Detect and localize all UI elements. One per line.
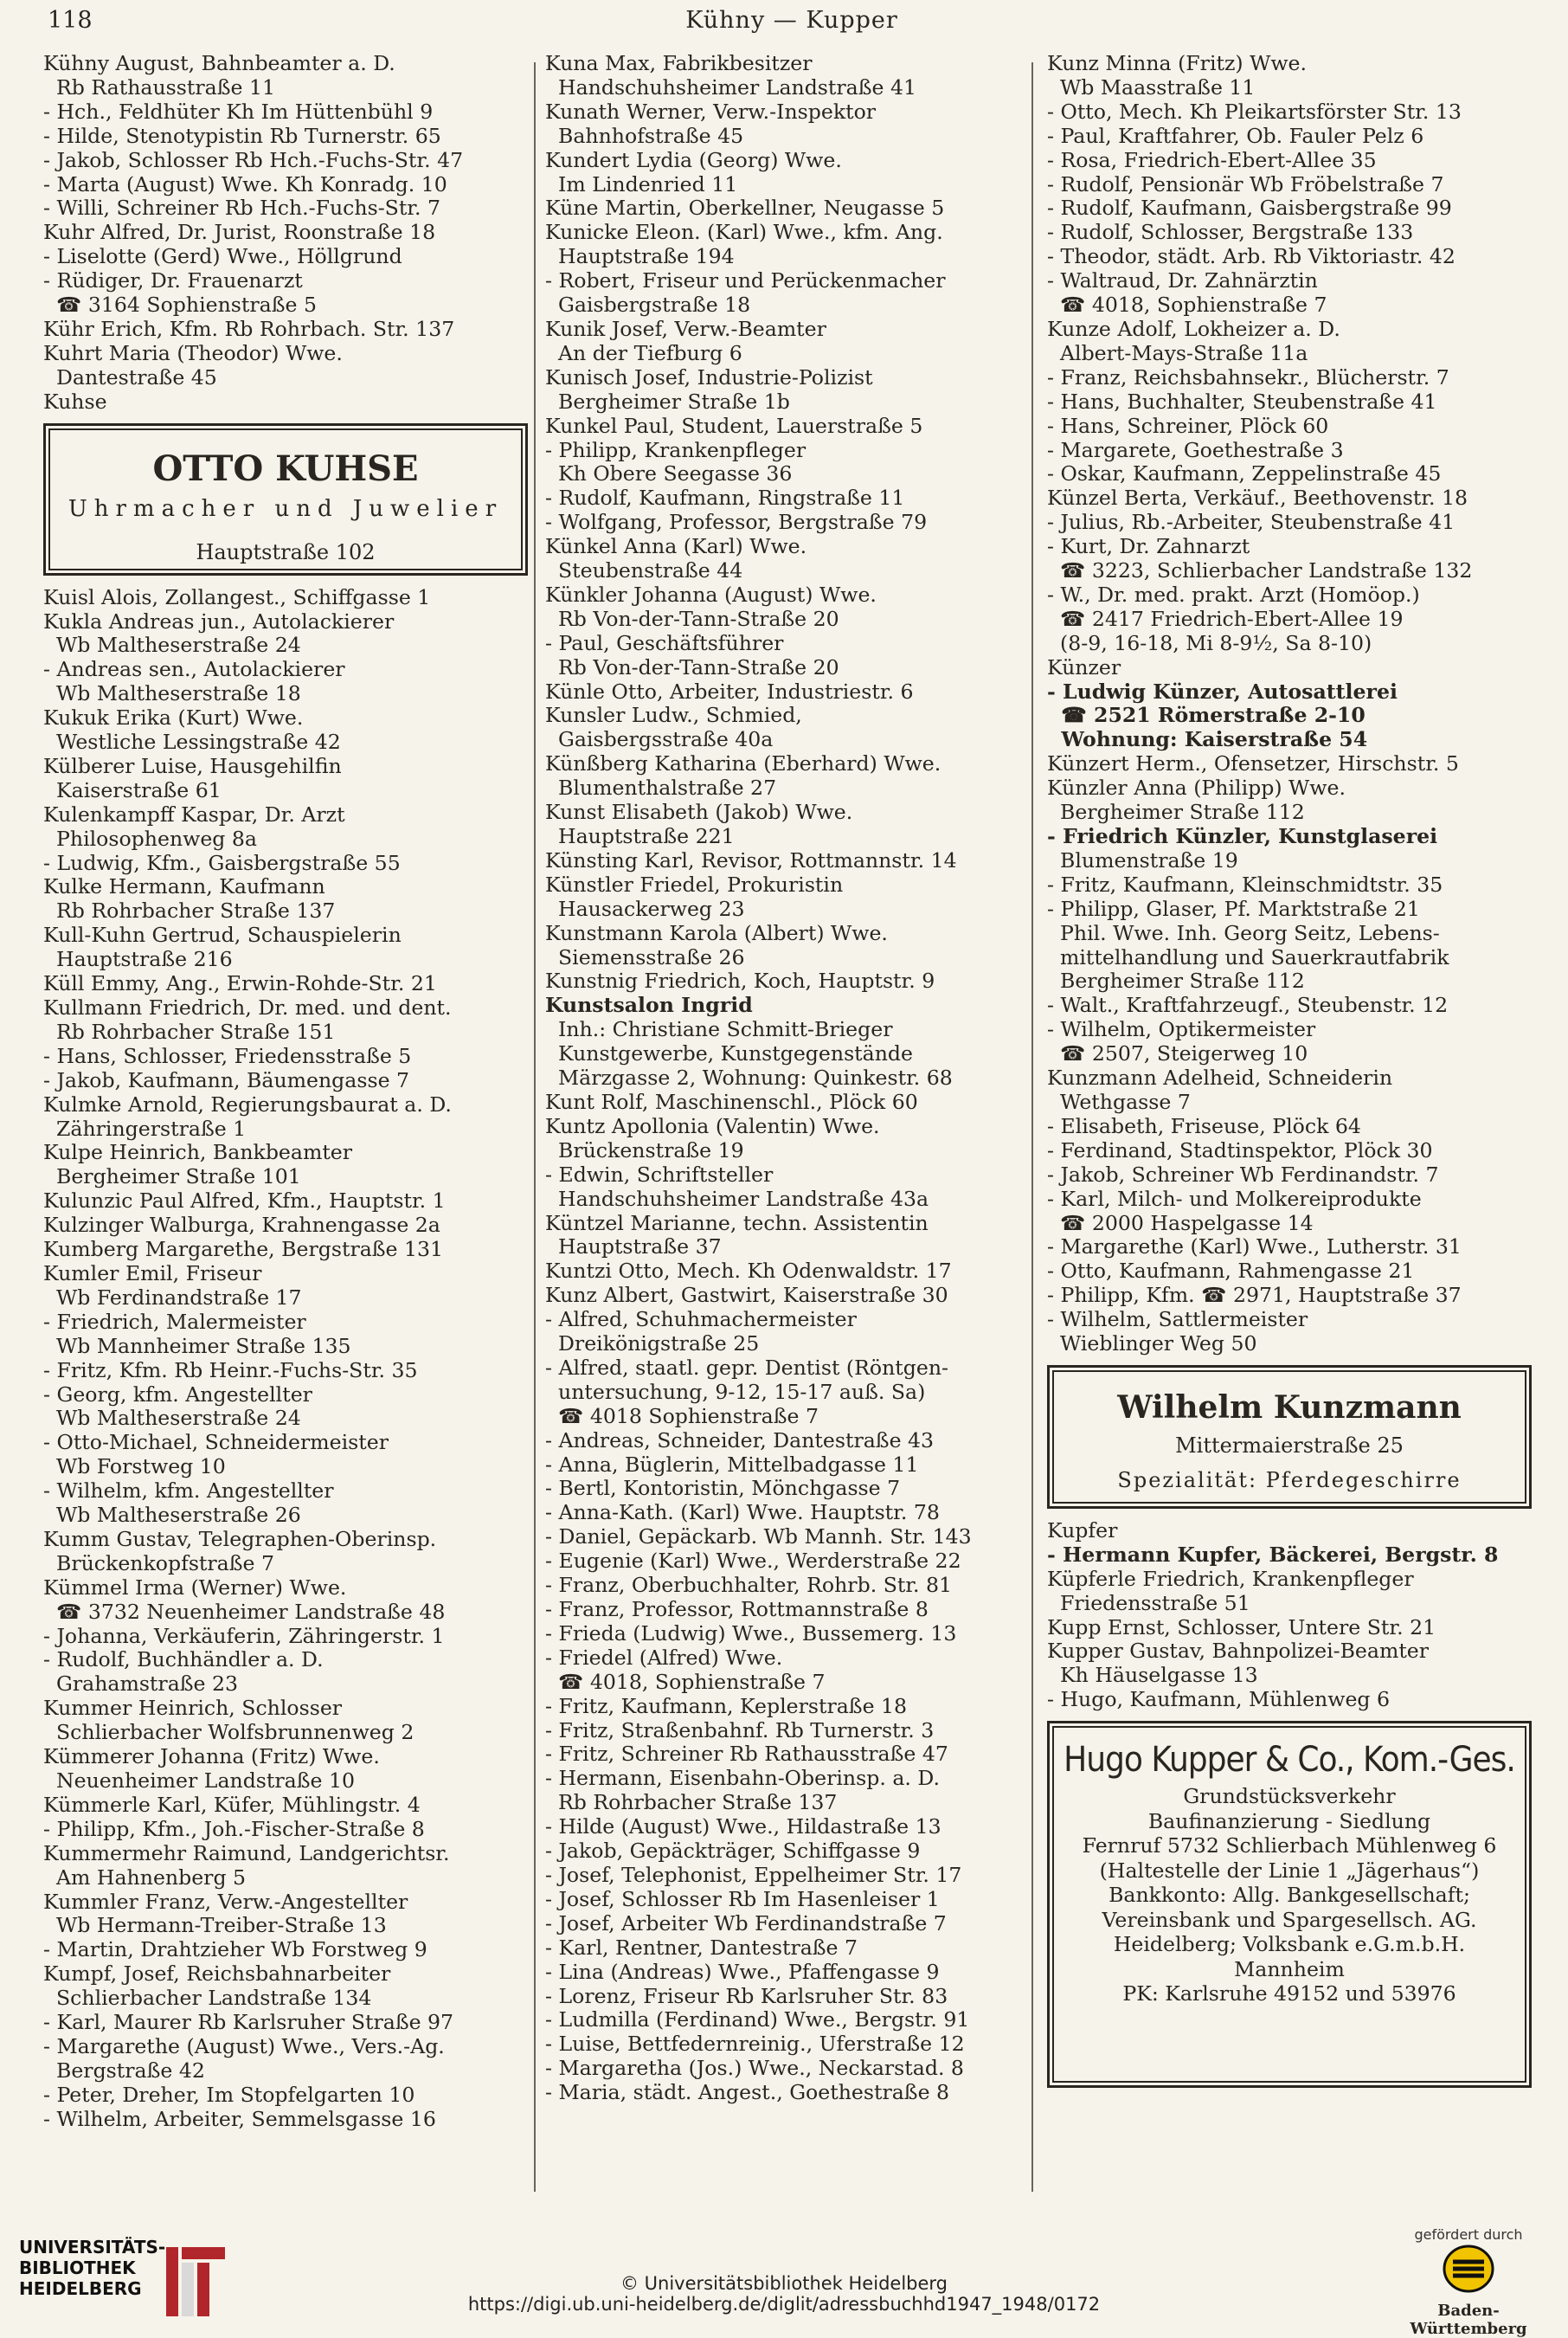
directory-entry: - Rudolf, Kaufmann, Gaisbergstraße 99 [1047,196,1452,221]
directory-entry: Schlierbacher Wolfsbrunnenweg 2 [43,1721,414,1745]
directory-entry: ☎ 3732 Neuenheimer Landstraße 48 [43,1600,446,1624]
directory-entry: Bahnhofstraße 45 [545,124,744,148]
directory-entry: ☎ 2521 Römerstraße 2-10 [1047,704,1366,728]
directory-entry: Kuhrt Maria (Theodor) Wwe. [43,341,343,365]
directory-entry: Kümmel Irma (Werner) Wwe. [43,1575,347,1600]
directory-entry: - Oskar, Kaufmann, Zeppelinstraße 45 [1047,462,1442,486]
directory-entry: ☎ 4018, Sophienstraße 7 [1047,293,1327,318]
directory-entry: Kümmerer Johanna (Fritz) Wwe. [43,1745,380,1769]
ad-address: Mittermaierstraße 25 [1175,1433,1404,1458]
directory-entry: untersuchung, 9-12, 15-17 auß. Sa) [545,1380,926,1404]
directory-entry: Rb Von-der-Tann-Straße 20 [545,655,839,680]
directory-entry: Kunst Elisabeth (Jakob) Wwe. [545,801,853,825]
directory-entry: - Willi, Schreiner Rb Hch.-Fuchs-Str. 7 [43,196,441,221]
directory-entry: - Fritz, Kfm. Rb Heinr.-Fuchs-Str. 35 [43,1358,418,1382]
directory-entry: Phil. Wwe. Inh. Georg Seitz, Lebens- [1047,921,1440,945]
directory-entry: Rb Rohrbacher Straße 137 [43,899,336,924]
directory-entry: Am Hahnenberg 5 [43,1865,247,1890]
directory-entry: - Hermann, Eisenbahn-Oberinsp. a. D. [545,1767,940,1791]
directory-entry: Küll Emmy, Ang., Erwin-Rohde-Str. 21 [43,972,437,996]
directory-entry: Kunstnig Friedrich, Koch, Hauptstr. 9 [545,969,935,994]
directory-entry: - Karl, Milch- und Molkereiprodukte [1047,1187,1422,1211]
library-name-line: HEIDELBERG [19,2278,142,2299]
ad-line: Mannheim [1234,1956,1345,1981]
page-header [48,7,1536,42]
directory-entry: Kullmann Friedrich, Dr. med. und dent. [43,996,452,1020]
directory-entry: - Elisabeth, Friseuse, Plöck 64 [1047,1114,1361,1138]
directory-entry: Kunstsalon Ingrid [545,994,753,1018]
directory-entry: Dreikönigstraße 25 [545,1332,760,1356]
directory-entry: Künzler Anna (Philipp) Wwe. [1047,776,1346,801]
directory-entry: Wb Maltheserstraße 24 [43,1407,301,1431]
directory-entry: Kunik Josef, Verw.-Beamter [545,317,826,341]
directory-entry: - Hugo, Kaufmann, Mühlenweg 6 [1047,1688,1391,1712]
directory-entry: - Walt., Kraftfahrzeugf., Steubenstr. 12 [1047,994,1449,1018]
directory-entry: Wb Maltheserstraße 18 [43,682,301,706]
directory-entry: - Margarethe (August) Wwe., Vers.-Ag. [43,2034,445,2058]
directory-entry: - Liselotte (Gerd) Wwe., Höllgrund [43,245,402,269]
directory-entry: Künzer [1047,655,1121,680]
directory-entry: - Marta (August) Wwe. Kh Konradg. 10 [43,172,447,196]
directory-entry: Blumenthalstraße 27 [545,776,777,801]
directory-entry: Wb Mannheimer Straße 135 [43,1334,351,1358]
directory-entry: Kupp Ernst, Schlosser, Untere Str. 21 [1047,1615,1436,1639]
directory-entry: Kh Obere Seegasse 36 [545,462,793,486]
directory-entry: - Margaretha (Jos.) Wwe., Neckarstad. 8 [545,2057,964,2081]
directory-entry: Külberer Luise, Hausgehilfin [43,754,342,778]
directory-entry: Kumler Emil, Friseur [43,1261,262,1285]
directory-entry: Kulmke Arnold, Regierungsbaurat a. D. [43,1092,452,1117]
directory-entry: - Ludwig, Kfm., Gaisbergstraße 55 [43,851,401,875]
directory-entry: - Jakob, Schlosser Rb Hch.-Fuchs-Str. 47 [43,148,464,172]
directory-entry: Küne Martin, Oberkellner, Neugasse 5 [545,196,945,221]
directory-entry: Kuhse [43,390,107,414]
directory-entry: Künkler Johanna (August) Wwe. [545,583,877,607]
directory-entry: - Anna, Büglerin, Mittelbadgasse 11 [545,1452,919,1477]
directory-entry: ☎ 2507, Steigerweg 10 [1047,1042,1308,1066]
directory-entry: Grahamstraße 23 [43,1672,239,1697]
directory-entry: Kuhr Alfred, Dr. Jurist, Roonstraße 18 [43,221,436,245]
directory-entry: ☎ 2000 Haspelgasse 14 [1047,1211,1314,1235]
directory-entry: Kumm Gustav, Telegraphen-Oberinsp. [43,1527,437,1551]
directory-entry: Bergheimer Straße 1b [545,390,790,414]
directory-entry: Künzel Berta, Verkäuf., Beethovenstr. 18 [1047,486,1468,511]
directory-entry: Albert-Mays-Straße 11a [1047,341,1308,365]
directory-entry: - Hch., Feldhüter Kh Im Hüttenbühl 9 [43,100,434,124]
directory-entry: - Franz, Oberbuchhalter, Rohrb. Str. 81 [545,1574,953,1598]
directory-entry: - Alfred, staatl. gepr. Dentist (Röntgen- [545,1356,949,1380]
ad-line: (Haltestelle der Linie 1 „Jägerhaus“) [1099,1858,1480,1883]
directory-entry: - Daniel, Gepäckarb. Wb Mannh. Str. 143 [545,1525,972,1549]
directory-entry: - Theodor, städt. Arb. Rb Viktoriastr. 42 [1047,245,1456,269]
directory-entry: - Ludmilla (Ferdinand) Wwe., Bergstr. 91 [545,2008,970,2032]
directory-entry: - Jakob, Gepäckträger, Schiffgasse 9 [545,1839,921,1864]
directory-entry: - Peter, Dreher, Im Stopfelgarten 10 [43,2083,415,2107]
ad-otto-kuhse [43,423,528,576]
directory-entry: An der Tiefburg 6 [545,341,742,365]
ad-name: Wilhelm Kunzmann [1117,1388,1462,1426]
directory-entry: - Otto, Mech. Kh Pleikartsförster Str. 13 [1047,100,1462,124]
directory-entry: Kummer Heinrich, Schlosser [43,1697,343,1721]
directory-entry: Wohnung: Kaiserstraße 54 [1047,728,1368,752]
directory-entry: - Fritz, Kaufmann, Kleinschmidtstr. 35 [1047,873,1443,897]
directory-entry: - Jakob, Kaufmann, Bäumengasse 7 [43,1068,410,1092]
directory-entry: Brückenkopfstraße 7 [43,1551,274,1575]
directory-entry: - Waltraud, Dr. Zahnärztin [1047,269,1318,293]
directory-entry: - Lorenz, Friseur Rb Karlsruher Str. 83 [545,1984,948,2008]
directory-entry: Kumpf, Josef, Reichsbahnarbeiter [43,1962,391,1987]
directory-entry: Kuntzi Otto, Mech. Kh Odenwaldstr. 17 [545,1259,952,1284]
directory-entry: Küntzel Marianne, techn. Assistentin [545,1211,929,1235]
directory-entry: - Maria, städt. Angest., Goethestraße 8 [545,2081,950,2105]
directory-entry: Kunisch Josef, Industrie-Polizist [545,365,873,390]
directory-entry: - Franz, Professor, Rottmannstraße 8 [545,1598,929,1621]
directory-entry: Kunstmann Karola (Albert) Wwe. [545,921,888,945]
directory-entry: Hauptstraße 221 [545,825,735,848]
directory-entry: - Paul, Kraftfahrer, Ob. Fauler Pelz 6 [1047,124,1424,148]
ad-line: Fernruf 5732 Schlierbach Mühlenweg 6 [1082,1833,1497,1858]
funding-logo[interactable] [1386,2226,1551,2338]
directory-entry: Wb Maasstraße 11 [1047,75,1256,100]
directory-entry: Wb Hermann-Treiber-Straße 13 [43,1914,387,1938]
directory-entry: Kulunzic Paul Alfred, Kfm., Hauptstr. 1 [43,1189,446,1214]
directory-entry: - Rudolf, Pensionär Wb Fröbelstraße 7 [1047,172,1444,196]
directory-entry: Kuisl Alois, Zollangest., Schiffgasse 1 [43,585,431,609]
directory-entry: Kh Häuselgasse 13 [1047,1664,1258,1688]
directory-entry: ☎ 4018 Sophienstraße 7 [545,1404,819,1428]
directory-entry: - Rudolf, Schlosser, Bergstraße 133 [1047,221,1414,245]
directory-entry: ☎ 3223, Schlierbacher Landstraße 132 [1047,559,1473,583]
directory-entry: - Josef, Schlosser Rb Im Hasenleiser 1 [545,1887,940,1911]
directory-entry: Kunsler Ludw., Schmied, [545,704,802,728]
running-head: Kühny — Kupper [685,7,898,34]
ad-hugo-kupper [1047,1721,1532,2088]
directory-entry: - Margarethe (Karl) Wwe., Lutherstr. 31 [1047,1235,1462,1259]
directory-entry: Zähringerstraße 1 [43,1117,247,1141]
directory-entry: - Hermann Kupfer, Bäckerei, Bergstr. 8 [1047,1543,1499,1567]
directory-entry: - Eugenie (Karl) Wwe., Werderstraße 22 [545,1549,961,1574]
directory-entry: - Robert, Friseur und Perückenmacher [545,269,946,293]
directory-entry: Wb Forstweg 10 [43,1455,226,1479]
directory-entry: Künsting Karl, Revisor, Rottmannstr. 14 [545,848,957,873]
directory-entry: - Wolfgang, Professor, Bergstraße 79 [545,511,928,535]
directory-entry: Wb Maltheserstraße 26 [43,1504,301,1528]
directory-entry: - Hans, Schlosser, Friedensstraße 5 [43,1044,412,1068]
ad-line: Vereinsbank und Spargesellsch. AG. [1102,1907,1477,1932]
directory-entry: Kulpe Heinrich, Bankbeamter [43,1141,353,1165]
directory-column-2 [545,52,1030,2105]
directory-entry: Künle Otto, Arbeiter, Industriestr. 6 [545,680,914,704]
directory-entry: Steubenstraße 44 [545,559,743,583]
directory-entry: - Hans, Buchhalter, Steubenstraße 41 [1047,390,1437,414]
directory-entry: Im Lindenried 11 [545,172,738,196]
directory-entry: - Fritz, Straßenbahnf. Rb Turnerstr. 3 [545,1718,935,1742]
page-number: 118 [48,7,93,34]
directory-entry: Kumberg Margarethe, Bergstraße 131 [43,1238,444,1262]
directory-entry: Friedensstraße 51 [1047,1591,1250,1615]
directory-entry: - Jakob, Schreiner Wb Ferdinandstr. 7 [1047,1163,1439,1187]
directory-entry: - Wilhelm, Sattlermeister [1047,1308,1308,1332]
directory-entry: Blumenstraße 19 [1047,848,1238,873]
directory-entry: - Luise, Bettfedernreinig., Uferstraße 12 [545,2032,965,2057]
directory-entry: Kunicke Eleon. (Karl) Wwe., kfm. Ang. [545,221,943,245]
directory-entry: - Philipp, Kfm., Joh.-Fischer-Straße 8 [43,1817,425,1841]
directory-entry: Wb Maltheserstraße 24 [43,634,301,658]
directory-entry: Kuntz Apollonia (Valentin) Wwe. [545,1114,880,1138]
directory-entry: - Rüdiger, Dr. Frauenarzt [43,269,303,293]
directory-entry: Kummler Franz, Verw.-Angestellter [43,1890,408,1914]
directory-entry: Künstler Friedel, Prokuristin [545,873,844,897]
directory-entry: Philosophenweg 8a [43,827,257,851]
directory-entry: Kunath Werner, Verw.-Inspektor [545,100,877,124]
directory-entry: Neuenheimer Landstraße 10 [43,1769,355,1793]
source-url[interactable]: https://digi.ub.uni-heidelberg.de/diglit/adressbuchhd1947_1948/0172 [467,2294,1101,2315]
directory-entry: Kukla Andreas jun., Autolackierer [43,609,395,634]
directory-entry: - Hans, Schreiner, Plöck 60 [1047,414,1329,438]
directory-entry: - Anna-Kath. (Karl) Wwe. Hauptstr. 78 [545,1501,940,1525]
directory-entry: - Fritz, Schreiner Rb Rathausstraße 47 [545,1742,948,1767]
directory-entry: - Hilde, Stenotypistin Rb Turnerstr. 65 [43,124,441,148]
footer-copyright [0,2273,1568,2315]
ad-line: PK: Karlsruhe 49152 und 53976 [1122,1981,1456,2006]
directory-entry: Rb Rohrbacher Straße 151 [43,1020,336,1044]
directory-entry: Wieblinger Weg 50 [1047,1332,1257,1356]
directory-entry: Rb Von-der-Tann-Straße 20 [545,607,839,631]
ad-address: Hauptstraße 102 [196,539,376,564]
directory-entry: - Lina (Andreas) Wwe., Pfaffengasse 9 [545,1960,940,1984]
directory-entry: - Georg, kfm. Angestellter [43,1382,312,1407]
ad-line: Grundstücksverkehr [1183,1784,1396,1809]
directory-entry: Kunkel Paul, Student, Lauerstraße 5 [545,414,923,438]
directory-entry: Schlierbacher Landstraße 134 [43,1987,372,2011]
state-coat-of-arms-icon [1441,2243,1496,2295]
library-name-line: UNIVERSITÄTS- [19,2237,166,2257]
directory-entry: Dantestraße 45 [43,365,217,390]
directory-entry: - Rosa, Friedrich-Ebert-Allee 35 [1047,148,1377,172]
ad-line: Baufinanzierung - Siedlung [1147,1808,1431,1833]
directory-entry: Kunz Minna (Fritz) Wwe. [1047,52,1308,75]
directory-entry: Handschuhsheimer Landstraße 41 [545,75,916,100]
directory-entry: - Wilhelm, kfm. Angestellter [43,1479,334,1504]
directory-entry: Bergheimer Straße 101 [43,1165,301,1189]
funded-by-text: gefördert durch [1414,2226,1523,2243]
directory-entry: Kunzmann Adelheid, Schneiderin [1047,1066,1393,1091]
directory-entry: - Franz, Reichsbahnsekr., Blücherstr. 7 [1047,365,1449,390]
directory-entry: - Karl, Maurer Rb Karlsruher Straße 97 [43,2011,454,2035]
directory-entry: - Edwin, Schriftsteller [545,1163,774,1187]
directory-entry: - Hilde (August) Wwe., Hildastraße 13 [545,1815,941,1839]
directory-entry: Hauptstraße 37 [545,1235,722,1259]
directory-entry: Hauptstraße 194 [545,245,735,269]
directory-entry: - Ludwig Künzer, Autosattlerei [1047,680,1398,704]
directory-entry: - Philipp, Kfm. ☎ 2971, Hauptstraße 37 [1047,1284,1462,1308]
directory-entry: - Frieda (Ludwig) Wwe., Bussemerg. 13 [545,1621,957,1646]
directory-entry: Wethgasse 7 [1047,1090,1191,1114]
directory-entry: Kummermehr Raimund, Landgerichtsr. [43,1841,450,1865]
directory-entry: Kulenkampff Kaspar, Dr. Arzt [43,802,345,827]
directory-entry: Handschuhsheimer Landstraße 43a [545,1187,929,1211]
directory-entry: Westliche Lessingstraße 42 [43,731,341,755]
directory-entry: - Friedrich Künzler, Kunstglaserei [1047,825,1438,848]
directory-entry: Kuna Max, Fabrikbesitzer [545,52,813,75]
directory-entry: Kunt Rolf, Maschinenschl., Plöck 60 [545,1090,918,1114]
directory-entry: Wb Ferdinandstraße 17 [43,1285,302,1310]
directory-entry: - Martin, Drahtzieher Wb Forstweg 9 [43,1938,427,1962]
directory-entry: Kull-Kuhn Gertrud, Schauspielerin [43,924,402,948]
directory-entry: Künzert Herm., Ofensetzer, Hirschstr. 5 [1047,752,1459,776]
directory-entry: Küpferle Friedrich, Krankenpfleger [1047,1567,1414,1591]
directory-entry: - Paul, Geschäftsführer [545,631,784,655]
directory-entry: Kunze Adolf, Lokheizer a. D. [1047,317,1340,341]
directory-entry: Kaiserstraße 61 [43,778,222,802]
directory-entry: - Josef, Telephonist, Eppelheimer Str. 17 [545,1863,962,1887]
directory-columns [43,52,1536,2216]
directory-entry: (8-9, 16-18, Mi 8-9½, Sa 8-10) [1047,631,1372,655]
directory-entry: - Otto-Michael, Schneidermeister [43,1431,389,1455]
directory-entry: Künßberg Katharina (Eberhard) Wwe. [545,752,941,776]
directory-entry: ☎ 2417 Friedrich-Ebert-Allee 19 [1047,607,1404,631]
directory-entry: Kunz Albert, Gastwirt, Kaiserstraße 30 [545,1284,948,1308]
ad-line: Bankkonto: Allg. Bankgesellschaft; [1109,1883,1470,1908]
directory-entry: - Philipp, Krankenpfleger [545,438,806,462]
directory-entry: - Otto, Kaufmann, Rahmengasse 21 [1047,1259,1415,1284]
library-name-line: BIBLIOTHEK [19,2257,136,2278]
directory-entry: - Andreas, Schneider, Dantestraße 43 [545,1428,935,1452]
directory-entry: - Kurt, Dr. Zahnarzt [1047,535,1250,559]
directory-entry: Kümmerle Karl, Küfer, Mühlingstr. 4 [43,1793,421,1817]
directory-column-3 [1047,52,1532,2098]
directory-entry: Märzgasse 2, Wohnung: Quinkestr. 68 [545,1066,953,1091]
ad-wilhelm-kunzmann [1047,1365,1532,1509]
directory-entry: - Philipp, Glaser, Pf. Marktstraße 21 [1047,897,1420,921]
directory-entry: Hauptstraße 216 [43,948,233,972]
footer [0,2221,1568,2338]
ad-specialty: Spezialität: Pferdegeschirre [1117,1467,1462,1492]
directory-entry: Kukuk Erika (Kurt) Wwe. [43,706,304,731]
directory-entry: - Rudolf, Kaufmann, Ringstraße 11 [545,486,905,511]
directory-entry: Kühny August, Bahnbeamter a. D. [43,52,395,75]
directory-entry: Bergstraße 42 [43,2058,205,2083]
directory-entry: - Johanna, Verkäuferin, Zähringerstr. 1 [43,1624,445,1648]
directory-entry: - Fritz, Kaufmann, Keplerstraße 18 [545,1694,908,1718]
directory-entry: - Wilhelm, Arbeiter, Semmelsgasse 16 [43,2107,436,2131]
directory-entry: - Rudolf, Buchhändler a. D. [43,1648,324,1672]
directory-entry: - Friedrich, Malermeister [43,1310,306,1334]
directory-entry: Siemensstraße 26 [545,945,745,969]
directory-entry: Kupper Gustav, Bahnpolizei-Beamter [1047,1639,1430,1664]
directory-entry: - Margarete, Goethestraße 3 [1047,438,1344,462]
directory-entry: - Friedel (Alfred) Wwe. [545,1646,783,1670]
copyright-text: © Universitätsbibliothek Heidelberg [620,2273,948,2294]
directory-entry: Kulke Hermann, Kaufmann [43,875,325,899]
directory-entry: Gaisbergsstraße 40a [545,728,774,752]
ad-name: Hugo Kupper & Co., Kom.-Ges. [1064,1740,1515,1781]
directory-entry: - Alfred, Schuhmachermeister [545,1308,857,1332]
directory-entry: - Wilhelm, Optikermeister [1047,1018,1316,1042]
directory-entry: Kunstgewerbe, Kunstgegenstände [545,1042,913,1066]
directory-entry: Rb Rohrbacher Straße 137 [545,1791,838,1815]
directory-entry: - Josef, Arbeiter Wb Ferdinandstraße 7 [545,1911,947,1935]
directory-entry: Kupfer [1047,1518,1118,1543]
directory-entry: Künkel Anna (Karl) Wwe. [545,535,807,559]
ad-name: OTTO KUHSE [152,448,419,489]
directory-entry: Inh.: Christiane Schmitt-Brieger [545,1018,893,1042]
directory-column-1 [43,52,528,2132]
directory-entry: Bergheimer Straße 112 [1047,969,1305,994]
directory-entry: Brückenstraße 19 [545,1138,744,1163]
directory-entry: ☎ 4018, Sophienstraße 7 [545,1670,826,1694]
directory-entry: - Bertl, Kontoristin, Mönchgasse 7 [545,1477,901,1501]
ad-line: Heidelberg; Volksbank e.G.m.b.H. [1113,1932,1466,1957]
ad-trade: Uhrmacher und Juwelier [67,495,504,522]
directory-entry: Kühr Erich, Kfm. Rb Rohrbach. Str. 137 [43,317,455,341]
directory-entry: Bergheimer Straße 112 [1047,801,1305,825]
directory-entry: Hausackerweg 23 [545,897,745,921]
directory-entry: - Julius, Rb.-Arbeiter, Steubenstraße 41 [1047,511,1456,535]
directory-entry: - Ferdinand, Stadtinspektor, Plöck 30 [1047,1138,1433,1163]
directory-entry: Kundert Lydia (Georg) Wwe. [545,148,842,172]
directory-entry: Kulzinger Walburga, Krahnengasse 2a [43,1214,440,1238]
directory-entry: ☎ 3164 Sophienstraße 5 [43,293,317,318]
directory-entry: mittelhandlung und Sauerkrautfabrik [1047,945,1449,969]
directory-entry: Rb Rathausstraße 11 [43,75,275,100]
directory-entry: - Karl, Rentner, Dantestraße 7 [545,1935,858,1960]
directory-entry: - Andreas sen., Autolackierer [43,658,345,682]
directory-entry: Gaisbergstraße 18 [545,293,751,318]
directory-entry: - W., Dr. med. prakt. Arzt (Homöop.) [1047,583,1420,607]
state-name: Baden-Württemberg [1410,2302,1527,2338]
